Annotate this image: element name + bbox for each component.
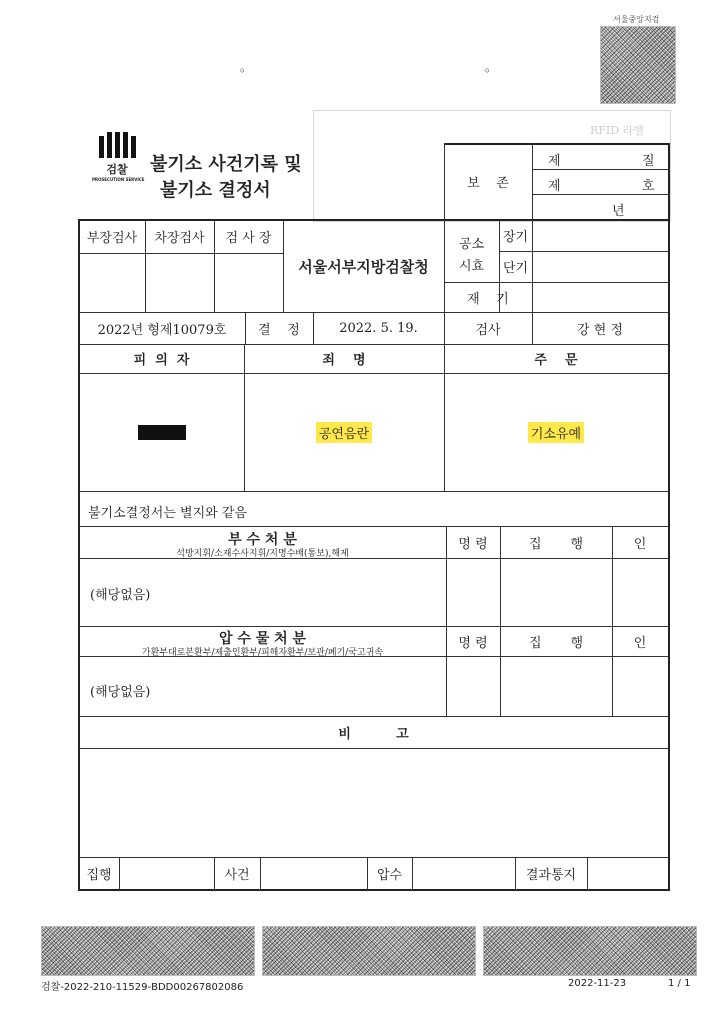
limitation-restart: 재 기 (467, 291, 509, 307)
dot-mark: 。 (240, 60, 253, 74)
suspect-name-redacted (79, 373, 244, 491)
footer-seized: 압수 (376, 868, 403, 883)
logo-text: 검찰 (106, 163, 128, 176)
footer-notice: 결과통지 (525, 868, 577, 883)
top-barcode (600, 26, 676, 104)
prosecutor-name: 강 현 정 (577, 322, 623, 338)
decision-date: 2022. 5. 19. (339, 320, 418, 336)
approval-deputy: 차장검사 (154, 231, 205, 246)
bottom-barcode-1 (41, 926, 255, 976)
limitation-long: 장기 (502, 230, 529, 245)
seizure-order-col: 명 령 (458, 635, 488, 651)
seizure-seal-col: 인 (633, 635, 647, 651)
seizure-exec-col: 집 행 (528, 635, 584, 651)
title-line-1: 불기소 사건기록 및 (150, 154, 302, 175)
charge-header: 죄 명 (322, 353, 366, 368)
preservation-label: 보 존 (467, 176, 509, 191)
ancillary-subtitle: 석방지휘/소재수사지휘/지명수배(통보),해제 (176, 549, 349, 559)
office-name: 서울서부지방검찰청 (298, 257, 429, 276)
print-date: 2022-11-23 (568, 978, 627, 989)
charge-value (244, 373, 444, 491)
order-text: 기소유예 (528, 422, 584, 443)
bottom-barcode-3 (483, 926, 697, 976)
preservation-row1-right: 질 (642, 154, 655, 169)
logo-subtext: PROSECUTION SERVICE (92, 177, 145, 182)
prosecutor-label: 검사 (475, 322, 501, 338)
preservation-row3-right: 년 (612, 204, 625, 219)
rfid-label: RFID 라벨 (590, 124, 644, 137)
limitation-label-1: 공소 (459, 237, 485, 252)
decision-label: 결 정 (258, 322, 300, 338)
remarks-header: 비 고 (338, 726, 409, 742)
prosecution-logo (92, 132, 145, 188)
footer-exec: 집행 (86, 868, 112, 883)
preservation-row2-right: 호 (642, 179, 655, 194)
ancillary-exec-col: 집 행 (528, 536, 584, 552)
footer-case: 사건 (224, 868, 250, 883)
seizure-title: 압 수 물 처 분 (218, 631, 307, 647)
court-label: 서울중앙지검 (613, 15, 660, 24)
page-number: 1 / 1 (668, 978, 691, 989)
approval-head: 검 사 장 (225, 231, 272, 246)
ancillary-title: 부 수 처 분 (228, 532, 297, 548)
charge-text: 공연음란 (316, 422, 372, 443)
order-value (444, 373, 668, 491)
seizure-content: (해당없음) (90, 685, 151, 700)
preservation-row2-left: 제 (548, 179, 561, 194)
ancillary-content: (해당없음) (90, 588, 151, 603)
order-header: 주 문 (534, 353, 578, 368)
limitation-short: 단기 (502, 261, 529, 276)
ancillary-seal-col: 인 (633, 536, 647, 552)
approval-chief: 부장검사 (86, 231, 138, 246)
title-line-2: 불기소 결정서 (160, 180, 271, 201)
limitation-label-2: 시효 (459, 259, 485, 274)
dot-mark: 。 (485, 60, 498, 74)
suspect-header: 피 의 자 (133, 353, 190, 368)
note-text: 불기소결정서는 별지와 같음 (88, 506, 247, 521)
preservation-row1-left: 제 (548, 154, 561, 169)
seizure-subtitle: 가환부대로본환부/제출인환부/피해자환부/보관/폐기/국고귀속 (141, 648, 384, 658)
ancillary-order-col: 명 령 (458, 536, 488, 552)
document-id: 검찰-2022-210-11529-BDD00267802086 (41, 982, 244, 993)
case-number: 2022년 형제10079호 (97, 322, 227, 338)
bottom-barcode-2 (262, 926, 476, 976)
logo-bars-icon (92, 132, 142, 158)
